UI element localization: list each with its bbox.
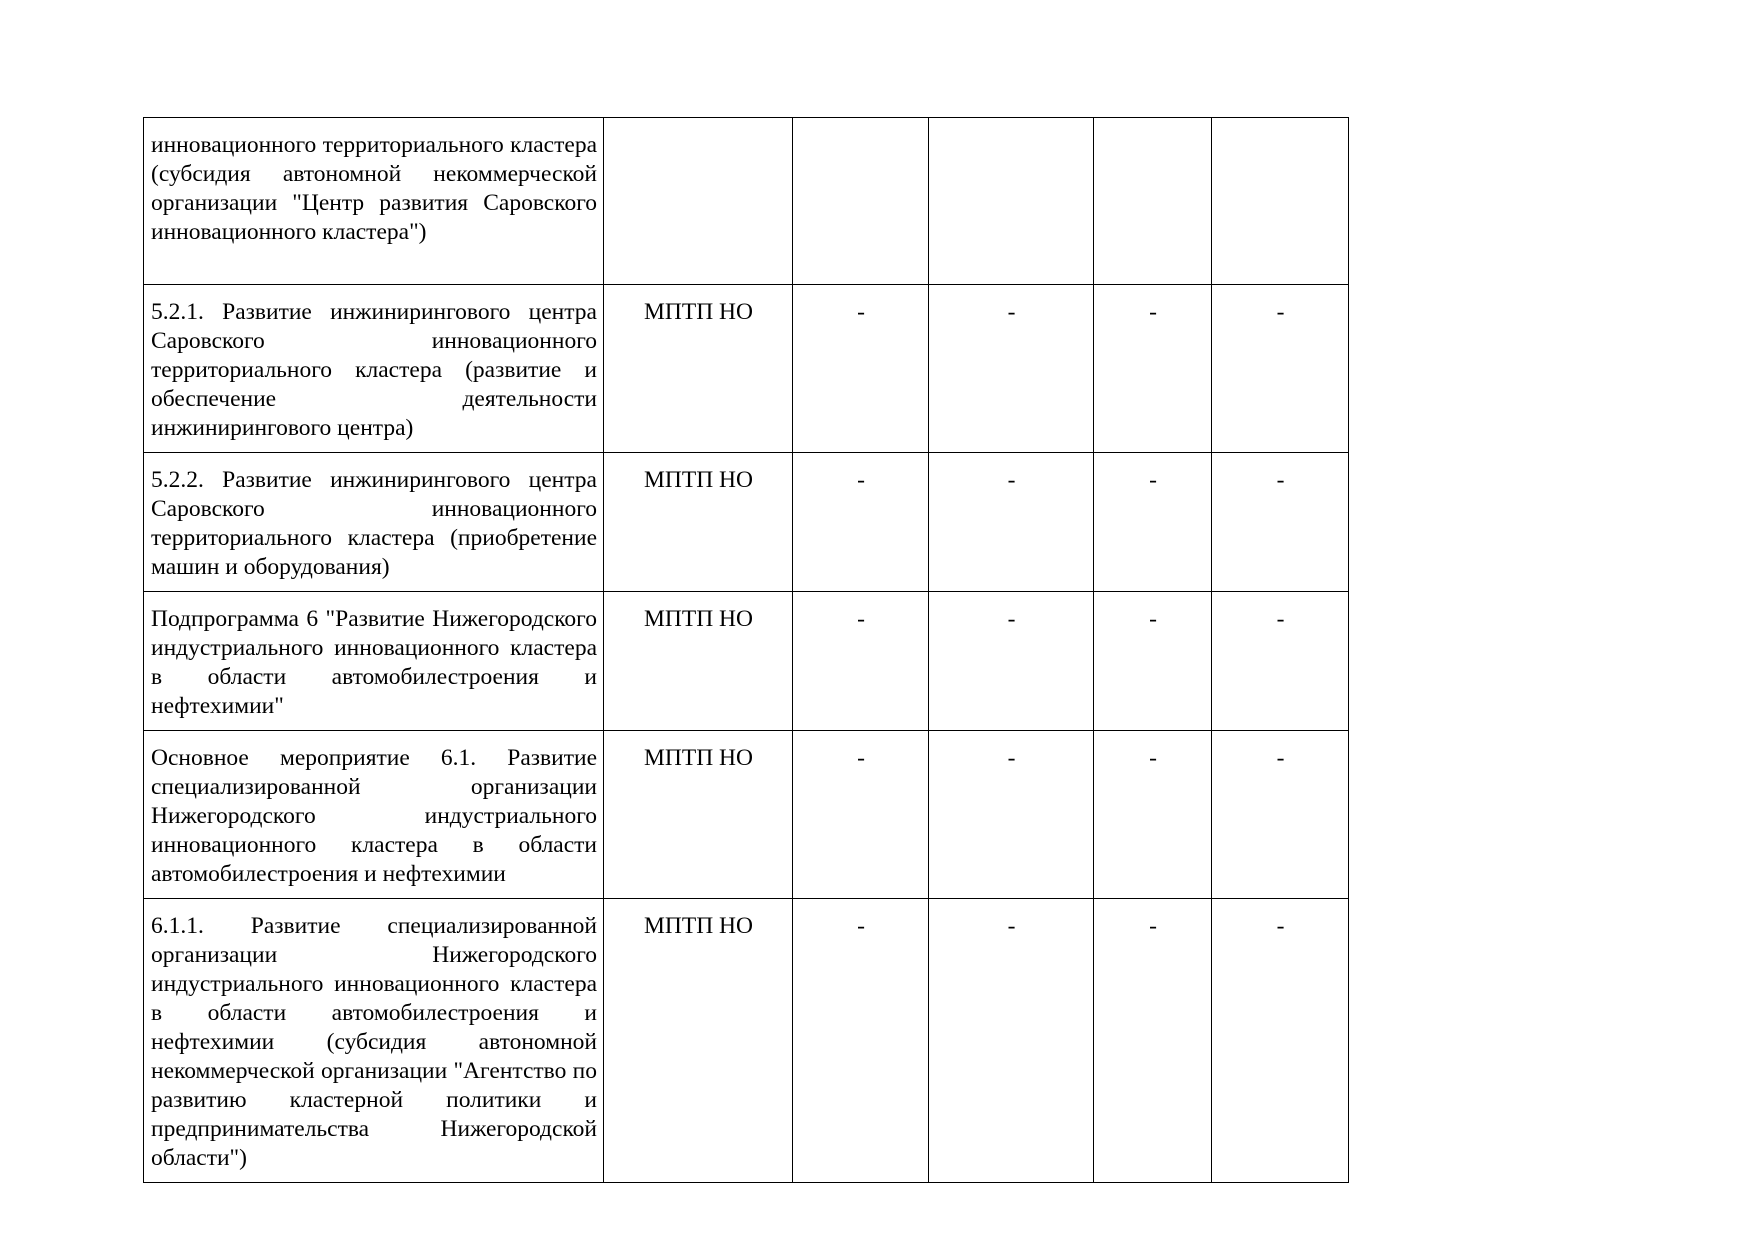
row-value: - — [793, 592, 929, 731]
row-value: - — [929, 592, 1094, 731]
row-value — [1094, 118, 1212, 285]
row-value: - — [929, 453, 1094, 592]
row-value: - — [929, 285, 1094, 453]
row-value: - — [793, 731, 929, 899]
row-description: 5.2.2. Развитие инжинирингового центра Саровского инновационного территориального кластера (приобретение машин и оборудования) — [144, 453, 604, 592]
row-value: - — [1212, 453, 1349, 592]
row-value: - — [1212, 899, 1349, 1183]
row-value — [793, 118, 929, 285]
row-value: - — [793, 453, 929, 592]
row-value: - — [1212, 592, 1349, 731]
row-executor: МПТП НО — [604, 899, 793, 1183]
row-value: - — [1094, 899, 1212, 1183]
table-row — [144, 899, 1349, 1183]
row-value: - — [1212, 285, 1349, 453]
program-table — [143, 117, 1349, 1183]
row-executor: МПТП НО — [604, 731, 793, 899]
table-row — [144, 731, 1349, 899]
row-executor: МПТП НО — [604, 592, 793, 731]
table-row — [144, 453, 1349, 592]
row-value: - — [1094, 731, 1212, 899]
row-value: - — [929, 899, 1094, 1183]
row-value: - — [793, 899, 929, 1183]
row-value — [929, 118, 1094, 285]
row-value — [1212, 118, 1349, 285]
row-description: 5.2.1. Развитие инжинирингового центра Саровского инновационного территориального кластера (развитие и обеспечение деятельности инжинирингового центра) — [144, 285, 604, 453]
row-executor: МПТП НО — [604, 285, 793, 453]
table-row — [144, 592, 1349, 731]
row-value: - — [1094, 453, 1212, 592]
row-description: Подпрограмма 6 "Развитие Нижегородского индустриального инновационного кластера в области автомобилестроения и нефтехимии" — [144, 592, 604, 731]
row-value: - — [1212, 731, 1349, 899]
row-executor: МПТП НО — [604, 453, 793, 592]
table-row — [144, 285, 1349, 453]
row-executor — [604, 118, 793, 285]
row-value: - — [929, 731, 1094, 899]
row-value: - — [1094, 285, 1212, 453]
table-row — [144, 118, 1349, 285]
row-description: Основное мероприятие 6.1. Развитие специализированной организации Нижегородского индустриального инновационного кластера в области автомобилестроения и нефтехимии — [144, 731, 604, 899]
row-description: инновационного территориального кластера (субсидия автономной некоммерческой организации "Центр развития Саровского инновационного кластера") — [144, 118, 604, 285]
row-description: 6.1.1. Развитие специализированной организации Нижегородского индустриального инновационного кластера в области автомобилестроения и нефтехимии (субсидия автономной некоммерческой организации "Агентство по развитию кластерной политики и предпринимательства Нижегородской области") — [144, 899, 604, 1183]
row-value: - — [1094, 592, 1212, 731]
row-value: - — [793, 285, 929, 453]
